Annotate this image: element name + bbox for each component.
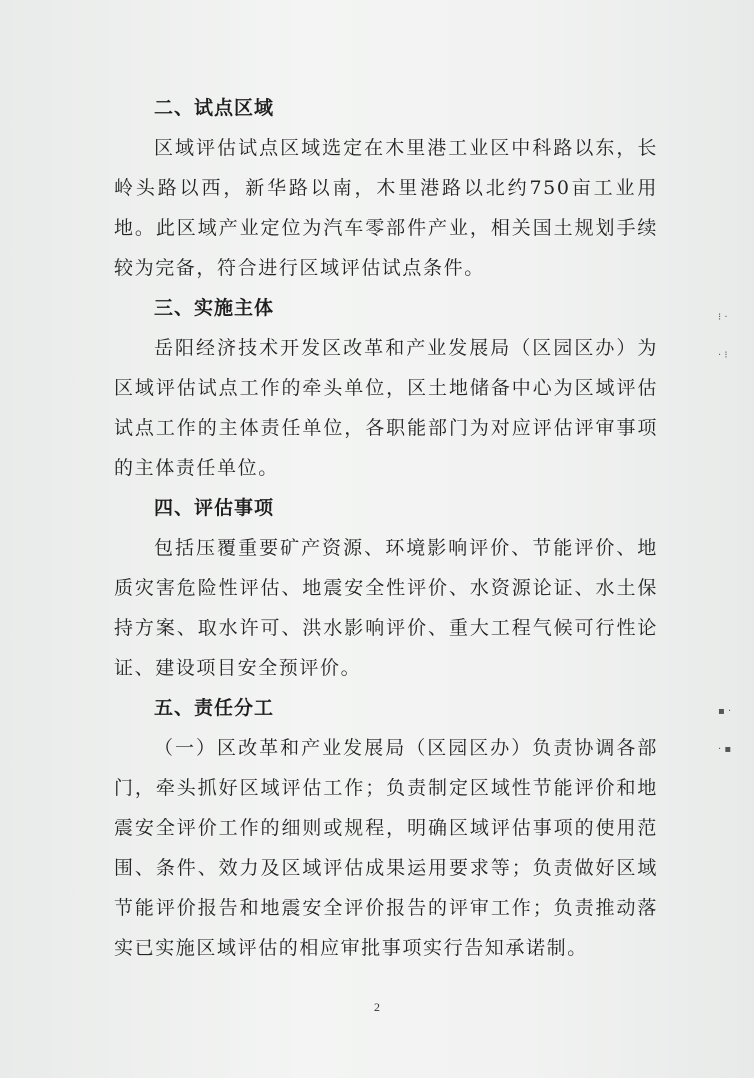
section-heading-responsibilities: 五、责任分工: [154, 697, 275, 719]
section-text-assessment-items: 包括压覆重要矿产资源、环境影响评价、节能评价、地质灾害危险性评估、地震安全性评价、水资源论证、水土保持方案、取水许可、洪水影响评价、重大工程气候可行性论证、建设项目安全预评价。: [114, 537, 658, 679]
binding-mark: · ▪: [718, 744, 732, 755]
binding-mark: ⁝ ·: [718, 312, 728, 323]
binding-mark: · ⁝: [718, 350, 728, 361]
section-text-implementing-body: 岳阳经济技术开发区改革和产业发展局（区园区办）为区域评估试点工作的牵头单位，区土地储备中心为区域评估试点工作的主体责任单位，各职能部门为对应评估评审事项的主体责任单位。: [114, 337, 658, 479]
section-heading-trial-area: 二、试点区域: [154, 97, 275, 119]
section-text-responsibilities: （一）区改革和产业发展局（区园区办）负责协调各部门，牵头抓好区域评估工作；负责制定区域性节能评价和地震安全评价工作的细则或规程，明确区域评估事项的使用范围、条件、效力及区域评估成果运用要求等；负责做好区域节能评价报告和地震安全评价报告的评审工作；负责推动落实已实施区域评估的相应审批事项实行告知承诺制。: [114, 737, 658, 959]
section-text-trial-area: 区域评估试点区域选定在木里港工业区中科路以东，长岭头路以西，新华路以南，木里港路以北约750亩工业用地。此区域产业定位为汽车零部件产业，相关国土规划手续较为完备，符合进行区域评估试点条件。: [114, 137, 658, 279]
page-number: 2: [374, 1000, 380, 1014]
binding-mark: ▪ ·: [718, 706, 732, 717]
document-body: [114, 88, 658, 968]
section-heading-implementing-body: 三、实施主体: [154, 297, 275, 319]
section-heading-assessment-items: 四、评估事项: [154, 497, 275, 519]
